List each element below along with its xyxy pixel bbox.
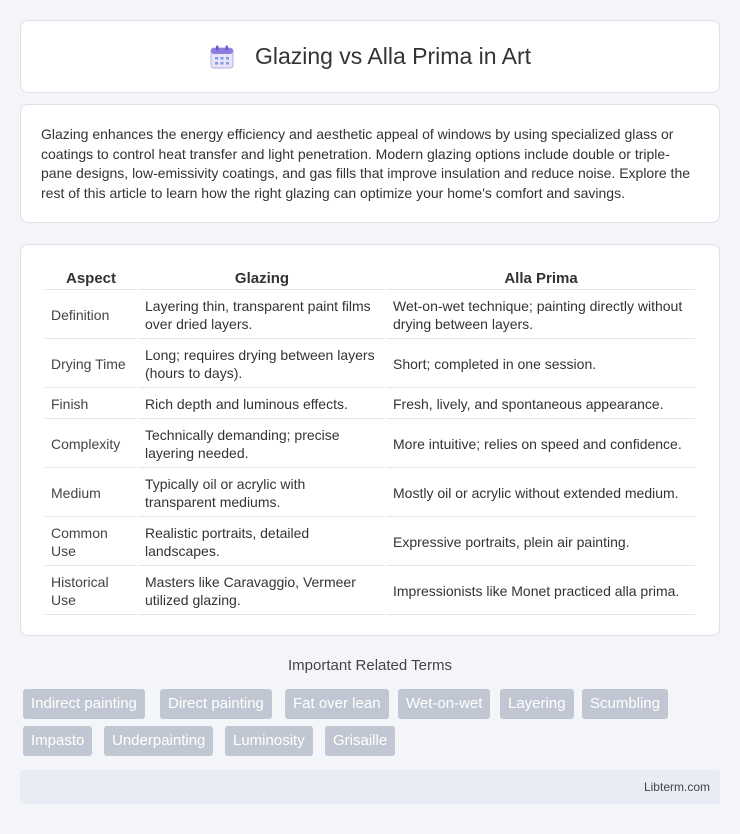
calendar-icon [209, 44, 235, 70]
footer [20, 770, 720, 804]
header-alla-prima: Alla Prima [387, 267, 695, 290]
tag-fat-over-lean[interactable]: Fat over lean [285, 689, 389, 719]
tag-direct-painting[interactable]: Direct painting [160, 689, 272, 719]
table-cell: Definition [45, 292, 137, 339]
related-terms-title: Important Related Terms [288, 657, 452, 674]
title-card [20, 20, 720, 93]
table-cell: Typically oil or acrylic with transparent mediums. [139, 470, 385, 517]
tag-indirect-painting[interactable]: Indirect painting [23, 689, 145, 719]
table-cell: Long; requires drying between layers (hours to days). [139, 341, 385, 388]
tag-underpainting[interactable]: Underpainting [104, 726, 213, 756]
table-row [45, 341, 695, 388]
intro-text: Glazing enhances the energy efficiency and aesthetic appeal of windows by using specialized glass or coatings to control heat transfer and light penetration. Modern glazing options include double or triple-pane designs, low-emissivity coatings, and gas fills that improve insulation and reduce noise. Explore the rest of this article to learn how the right glazing can optimize your home's comfort and savings. [41, 126, 691, 201]
tag-layering[interactable]: Layering [500, 689, 574, 719]
comparison-table [43, 265, 697, 617]
comparison-table-card [20, 244, 720, 636]
tag-wet-on-wet[interactable]: Wet-on-wet [398, 689, 490, 719]
table-cell: More intuitive; relies on speed and confidence. [387, 421, 695, 468]
table-cell: Wet-on-wet technique; painting directly without drying between layers. [387, 292, 695, 339]
header-glazing: Glazing [139, 267, 385, 290]
table-row [45, 390, 695, 419]
table-header-row [45, 267, 695, 290]
table-cell: Impressionists like Monet practiced alla prima. [387, 568, 695, 615]
footer-site-link[interactable]: Libterm.com [643, 780, 710, 794]
table-cell: Rich depth and luminous effects. [139, 390, 385, 419]
page-title: Glazing vs Alla Prima in Art [254, 43, 532, 69]
table-row [45, 568, 695, 615]
table-cell: Mostly oil or acrylic without extended medium. [387, 470, 695, 517]
table-row [45, 292, 695, 339]
table-cell: Short; completed in one session. [387, 341, 695, 388]
table-cell: Historical Use [45, 568, 137, 615]
table-row [45, 421, 695, 468]
table-cell: Drying Time [45, 341, 137, 388]
tag-impasto[interactable]: Impasto [23, 726, 92, 756]
table-row [45, 470, 695, 517]
table-cell: Fresh, lively, and spontaneous appearance. [387, 390, 695, 419]
tag-scumbling[interactable]: Scumbling [582, 689, 668, 719]
table-cell: Layering thin, transparent paint films over dried layers. [139, 292, 385, 339]
table-cell: Technically demanding; precise layering needed. [139, 421, 385, 468]
table-cell: Complexity [45, 421, 137, 468]
table-cell: Realistic portraits, detailed landscapes. [139, 519, 385, 566]
table-row [45, 519, 695, 566]
intro-card [20, 104, 720, 223]
table-cell: Expressive portraits, plein air painting. [387, 519, 695, 566]
header-aspect: Aspect [45, 267, 137, 290]
table-cell: Finish [45, 390, 137, 419]
tag-luminosity[interactable]: Luminosity [225, 726, 313, 756]
table-cell: Medium [45, 470, 137, 517]
tag-grisaille[interactable]: Grisaille [325, 726, 395, 756]
table-cell: Common Use [45, 519, 137, 566]
table-cell: Masters like Caravaggio, Vermeer utilized glazing. [139, 568, 385, 615]
